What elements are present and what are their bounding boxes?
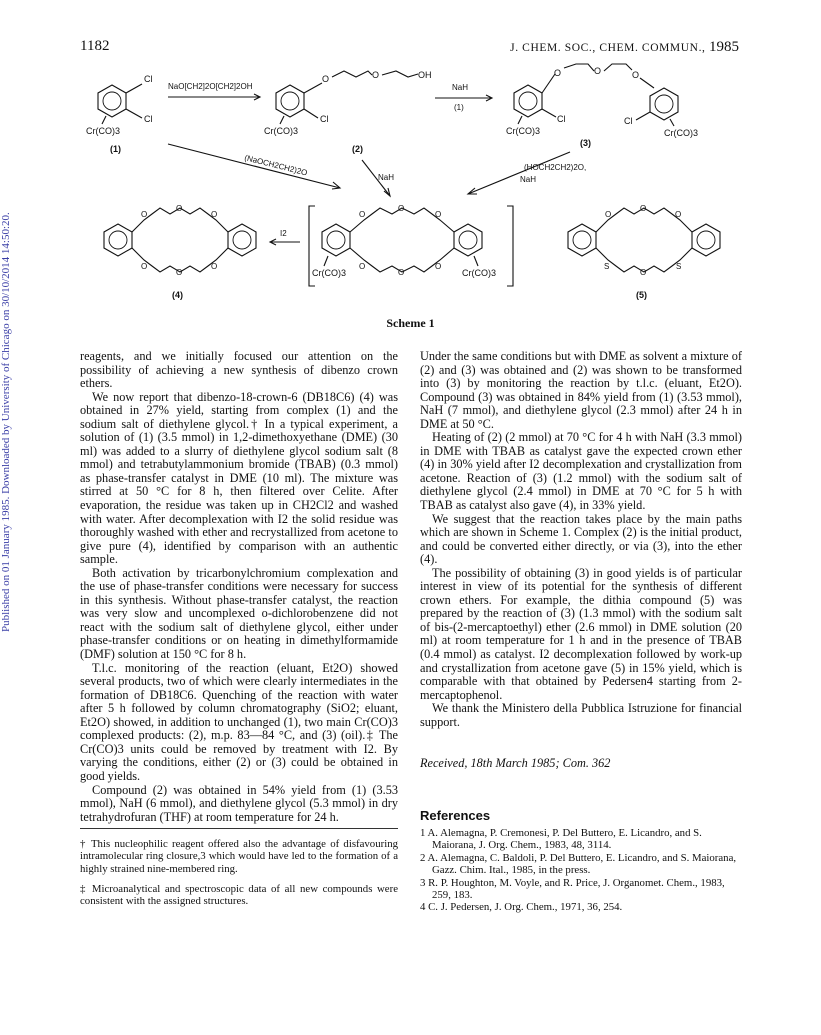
reference-1: 1 A. Alemagna, P. Cremonesi, P. Del Buttero, E. Licandro, and S. Maiorana, J. Org. Chem., 1983, 48, 3114. [420, 827, 702, 852]
reagent-3-to-intermediate-a: (HOCH2CH2)2O, [524, 163, 587, 172]
cmpd1-cr: Cr(CO)3 [86, 126, 120, 136]
cmpd4-o-2: O [176, 204, 183, 213]
reference-2: 2 A. Alemagna, C. Baldoli, P. Del Buttero, E. Licandro, and S. Maiorana, Gazz. Chim. Ital., 1985, in the press. [420, 851, 737, 877]
cmpd3-cl-b: Cl [624, 116, 633, 126]
cmpd4-o-4: O [141, 262, 148, 271]
cmpd5-s-2: S [676, 262, 682, 271]
right-paragraph-3: We suggest that the reaction takes place by the main paths which are shown in Scheme 1. Complex (2) is the initial product, and could be converted either directly, or via (3), into the ether (4). [420, 511, 742, 567]
cmpd2-o-2: O [372, 70, 380, 80]
cmpd5-o-2: O [640, 204, 647, 213]
int-o-5: O [398, 268, 405, 277]
arrow-intermediate-to-4 [270, 239, 300, 245]
cmpd2-o-1: O [322, 74, 330, 84]
cmpd5-o-4: O [640, 268, 647, 277]
arrow-1-to-intermediate [168, 144, 340, 189]
cmpd2-cr: Cr(CO)3 [264, 126, 298, 136]
footnote-dagger: † This nucleophilic reagent offered also the advantage of disfavouring intramolecular ring closure,3 which would have led to the formation of a highly strained nine-membered ring. [80, 838, 398, 875]
cmpd1-cl-a: Cl [144, 74, 153, 84]
cmpd4-o-6: O [211, 262, 218, 271]
references-heading: References [420, 808, 491, 823]
int-o-3: O [435, 210, 442, 219]
compound-2-label: (2) [352, 144, 363, 154]
compound-2-structure [276, 71, 418, 124]
footnote-divider [80, 828, 398, 829]
cmpd4-o-5: O [176, 268, 183, 277]
right-column [420, 350, 742, 729]
compound-3-label: (3) [580, 138, 591, 148]
cmpd2-oh: OH [418, 70, 432, 80]
int-o-4: O [359, 262, 366, 271]
compound-1-structure [98, 84, 142, 124]
cmpd1-cl-b: Cl [144, 114, 153, 124]
cmpd5-o-1: O [605, 210, 612, 219]
left-paragraph-4: T.l.c. monitoring of the reaction (eluant, Et2O) showed several products, two of which were clearly intermediates in the formation of DB18C6. Quenching of the reaction with water after 5 h followed by column chromatography (SiO2; eluant, Et2O) showed, in addition to unchanged (1), two main Cr(CO)3 complexed products: (2), m.p. 83—84 °C, and (3) (oil).‡ The Cr(CO)3 units could be removed by treatment with I2. By varying the conditions, either (2) or (3) could be obtained in good yields. [80, 660, 398, 783]
arrow-1-to-2 [168, 94, 260, 100]
cmpd3-cr-b: Cr(CO)3 [664, 128, 698, 138]
cmpd5-s-1: S [604, 262, 610, 271]
cmpd5-o-3: O [675, 210, 682, 219]
compound-5-label: (5) [636, 290, 647, 300]
left-paragraph-3: Both activation by tricarbonylchromium complexation and the use of phase-transfer conditions were necessary for success in this synthesis. Without phase-transfer catalyst, the reaction was very slow and uncomplexed o-dichlorobenzene did not react with the sodium salt of diethylene glycol, either under phase-transfer conditions or on heating in dimethylformamide (DMF) solution at 150 °C for 8 h. [80, 565, 398, 662]
cmpd2-cl: Cl [320, 114, 329, 124]
left-paragraph-2: We now report that dibenzo-18-crown-6 (DB18C6) (4) was obtained in 27% yield, starting from complex (1) and the sodium salt of diethylene glycol.† In a typical experiment, a solution of (1) (3.5 mmol) in 1,2-dimethoxyethane (DME) (30 ml) was added to a slurry of diethylene glycol sodium salt (8 mmol) and tetrabutylammonium bromide (TBAB) (0.3 mmol) as phase-transfer catalyst in DME (10 ml). The mixture was stirred at 50 °C for 8 h, then filtered over Celite. After evaporation, the residue was taken up in CH2Cl2 and washed with water. After decomplexation with I2 the solid residue was thoroughly washed with ether and recrystallized from acetone to give pure (4), identified by comparison with an authentic sample. [80, 389, 398, 567]
reagent-3-to-intermediate-b: NaH [520, 175, 537, 184]
references-list [420, 827, 742, 914]
compound-4-structure [104, 208, 256, 272]
right-paragraph-5: We thank the Ministero della Pubblica Istruzione for financial support. [420, 701, 742, 729]
journal-name: J. CHEM. SOC., CHEM. COMMUN., [510, 42, 706, 54]
journal-header [510, 39, 739, 56]
int-o-2: O [398, 204, 405, 213]
cmpd3-o-1: O [554, 68, 562, 78]
left-paragraph-5: Compound (2) was obtained in 54% yield from (1) (3.53 mmol), NaH (6 mmol), and diethylene glycol (5.3 mmol) in dry tetrahydrofuran (THF) at room temperature for 24 h. [80, 782, 398, 824]
footnote-double-dagger: ‡ Microanalytical and spectroscopic data of all new compounds were consistent with the assigned structures. [80, 883, 398, 908]
reagent-2-to-3: NaH [452, 83, 469, 92]
int-cr-b: Cr(CO)3 [462, 268, 496, 278]
publication-sidebar-note: Published on 01 January 1985. Downloaded by University of Chicago on 30/10/2014 14:50:20. [0, 212, 12, 632]
int-o-1: O [359, 210, 366, 219]
cmpd3-o-3: O [632, 70, 640, 80]
left-paragraph-1: reagents, and we initially focused our attention on the possibility of achieving a new synthesis of dibenzo crown ethers. [80, 349, 398, 391]
left-column [80, 350, 398, 824]
reference-4: 4 C. J. Pedersen, J. Org. Chem., 1971, 36, 254. [420, 901, 623, 914]
scheme-1-figure [80, 60, 741, 310]
right-paragraph-2: Heating of (2) (2 mmol) at 70 °C for 4 h with NaH (3.3 mmol) in DME with TBAB as catalyst gave the expected crown ether (4) in 30% yield after I2 decomplexation and crystallization from acetone. Reaction of (3) (1.2 mmol) with the sodium salt of diethylene glycol (2.4 mmol) in DME at 70 °C for 5 h with TBAB as catalyst also gave (4), in 33% yield. [420, 430, 742, 513]
compound-4-label: (4) [172, 290, 183, 300]
page-number: 1182 [80, 38, 110, 54]
cmpd3-cr-a: Cr(CO)3 [506, 126, 540, 136]
arrow-2-to-3 [435, 95, 492, 101]
cmpd4-o-1: O [141, 210, 148, 219]
reference-3: 3 R. P. Houghton, M. Voyle, and R. Price, J. Organomet. Chem., 1983, 259, 183. [420, 876, 725, 902]
cmpd3-cl-a: Cl [557, 114, 566, 124]
compound-5-structure [568, 208, 720, 272]
received-date: Received, 18th March 1985; Com. 362 [420, 756, 611, 770]
cmpd4-o-3: O [211, 210, 218, 219]
reagent-1-to-intermediate: (NaOCH2CH2)2O [243, 153, 309, 178]
reagent-2-to-intermediate: NaH [378, 173, 395, 182]
scheme-title: Scheme 1 [386, 316, 435, 330]
right-paragraph-1: Under the same conditions but with DME as solvent a mixture of (2) and (3) was obtained and (2) was shown to be transformed into (3) by monitoring the reaction by t.l.c. (eluant, Et2O). Compound (3) was obtained in 84% yield from (1) (3.53 mmol), NaH (7 mmol), and diethylene glycol (2.3 mmol) after 24 h in DME at 50 °C. [420, 349, 742, 431]
arrow-3-to-intermediate [468, 152, 570, 194]
reagent-intermediate-to-4: I2 [280, 229, 287, 238]
cmpd3-o-2: O [594, 66, 602, 76]
reagent-1-to-2: NaO[CH2]2O[CH2]2OH [168, 82, 253, 91]
int-o-6: O [435, 262, 442, 271]
compound-1-label: (1) [110, 144, 121, 154]
int-cr-a: Cr(CO)3 [312, 268, 346, 278]
journal-year: 1985 [709, 39, 739, 55]
right-paragraph-4: The possibility of obtaining (3) in good yields is of particular interest in view of its potential for the synthesis of different crown ethers. For example, the dithia compound (5) was prepared by the reaction of (3) (1.3 mmol) with the sodium salt of bis-(2-mercaptoethyl) ether (2.6 mmol) in DME solution (20 ml) at room temperature for 1 h and in the presence of TBAB (0.4 mmol) as catalyst. I2 decomplexation followed by work-up and crystallization from acetone gave (5) in 15% yield, which is comparable with that obtained by Pedersen4 starting from 2-mercaptophenol. [420, 565, 742, 702]
reagent-2-to-3-b: (1) [454, 103, 464, 112]
